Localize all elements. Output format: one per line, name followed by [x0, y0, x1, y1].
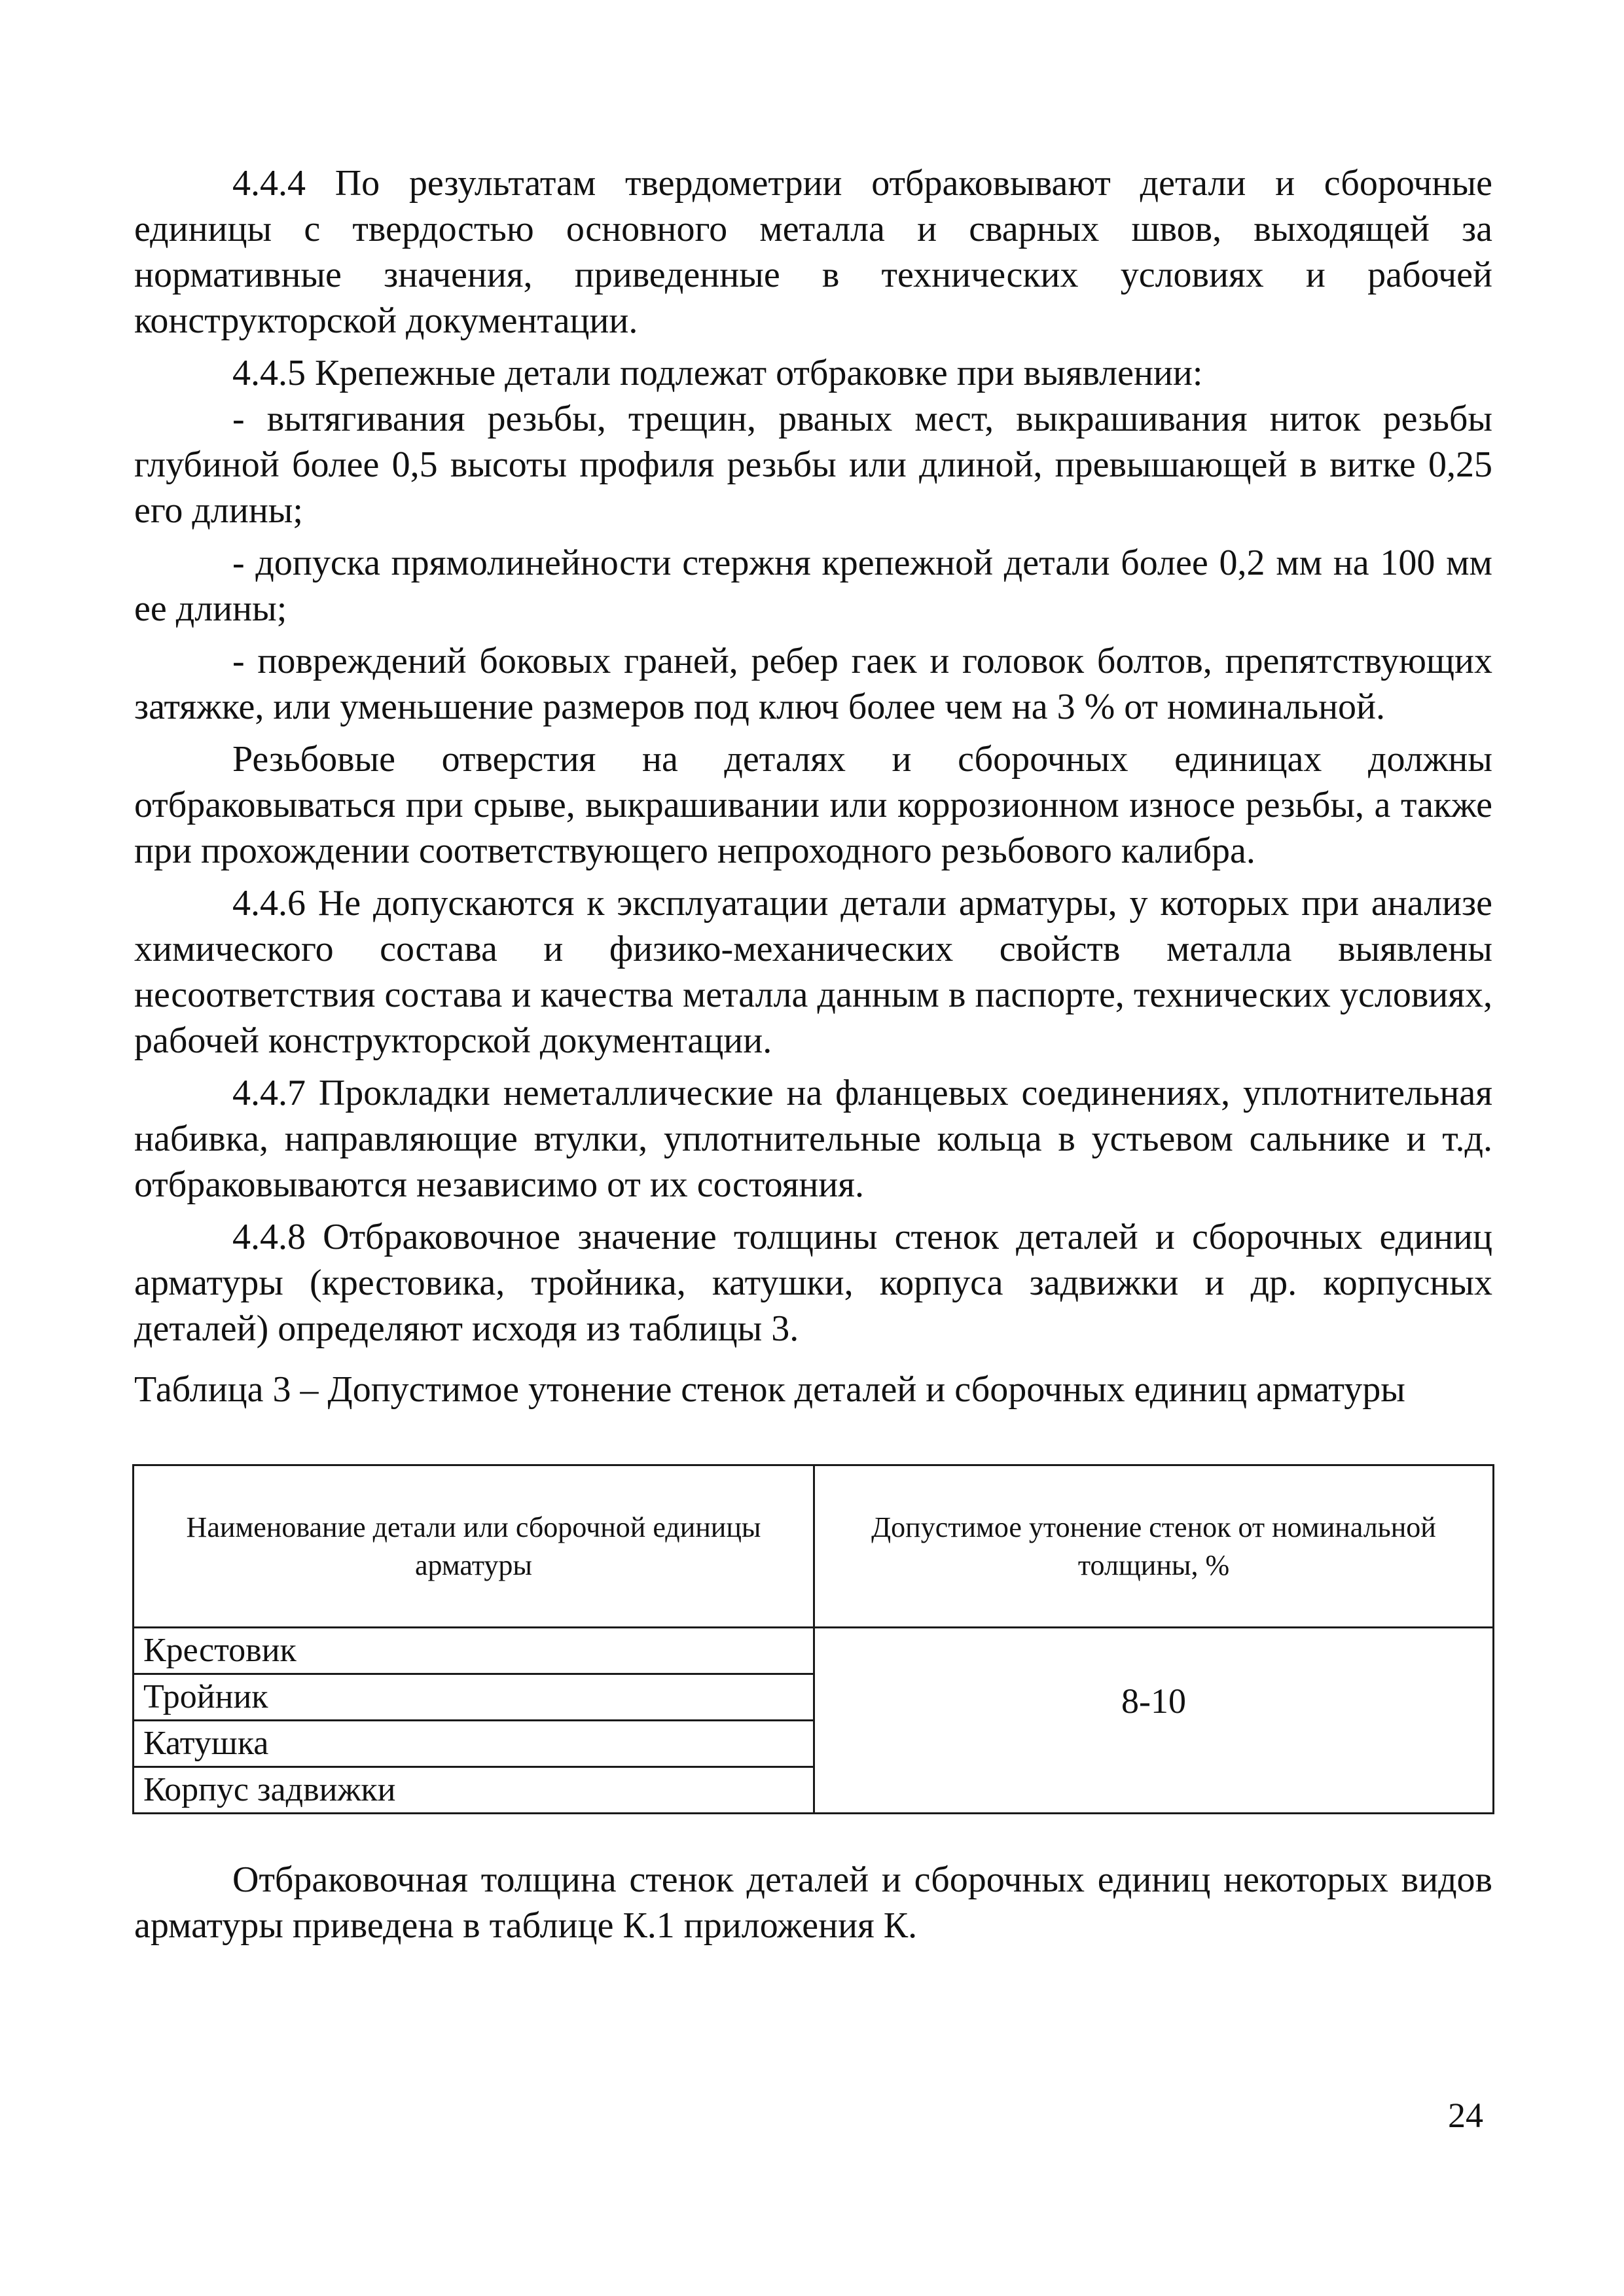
paragraph-4-4-5: 4.4.5 Крепежные детали подлежат отбраковке при выявлении:: [232, 353, 1203, 393]
page-number: 24: [1448, 2096, 1483, 2135]
row-name-cell: Тройник: [134, 1674, 814, 1721]
row-name-cell: Катушка: [134, 1721, 814, 1767]
thinning-table: [132, 1464, 1494, 1814]
table-header-row: [134, 1465, 1494, 1628]
merged-value-cell: 8-10: [814, 1628, 1494, 1814]
list-item-face-damage: - повреждений боковых граней, ребер гаек и головок болтов, препятствующих затяжке, или уменьшение размеров под ключ более чем на 3 % от номинальной.: [134, 641, 1492, 727]
body-text: [134, 160, 1492, 1352]
closing-paragraph: Отбраковочная толщина стенок деталей и сборочных единиц некоторых видов арматуры приведена в таблице К.1 приложения К.: [134, 1859, 1492, 1946]
header-name-cell: Наименование детали или сборочной единицы арматуры: [134, 1465, 814, 1628]
list-item-straightness: - допуска прямолинейности стержня крепежной детали более 0,2 мм на 100 мм ее длины;: [134, 543, 1492, 629]
paragraph-4-4-8: 4.4.8 Отбраковочное значение толщины стенок деталей и сборочных единиц арматуры (крестовика, тройника, катушки, корпуса задвижки и др. корпусных деталей) определяют исходя из таблицы 3.: [134, 1217, 1492, 1349]
row-name-cell: Корпус задвижки: [134, 1767, 814, 1814]
paragraph-threaded-holes: Резьбовые отверстия на деталях и сборочных единицах должны отбраковываться при срыве, выкрашивании или коррозионном износе резьбы, а также при прохождении соответствующего непроходного резьбового калибра.: [134, 739, 1492, 871]
paragraph-4-4-6: 4.4.6 Не допускаются к эксплуатации детали арматуры, у которых при анализе химического состава и физико-механических свойств металла выявлены несоответствия состава и качества металла данным в паспорте, технических условиях, рабочей конструкторской документации.: [134, 883, 1492, 1061]
list-item-thread-defects: - вытягивания резьбы, трещин, рваных мест, выкрашивания ниток резьбы глубиной более 0,5 высоты профиля резьбы или длиной, превышающей в витке 0,25 его длины;: [134, 399, 1492, 531]
paragraph-4-4-4: 4.4.4 По результатам твердометрии отбраковывают детали и сборочные единицы с твердостью основного металла и сварных швов, выходящей за нормативные значения, приведенные в технических условиях и рабочей конструкторской документации.: [134, 163, 1492, 341]
header-value-cell: Допустимое утонение стенок от номинальной толщины, %: [814, 1465, 1494, 1628]
table-row: [134, 1628, 1494, 1674]
table-caption: Таблица 3 – Допустимое утонение стенок деталей и сборочных единиц арматуры: [134, 1369, 1405, 1410]
paragraph-4-4-7: 4.4.7 Прокладки неметаллические на фланцевых соединениях, уплотнительная набивка, направляющие втулки, уплотнительные кольца в устьевом сальнике и т.д. отбраковываются независимо от их состояния.: [134, 1073, 1492, 1205]
row-name-cell: Крестовик: [134, 1628, 814, 1674]
